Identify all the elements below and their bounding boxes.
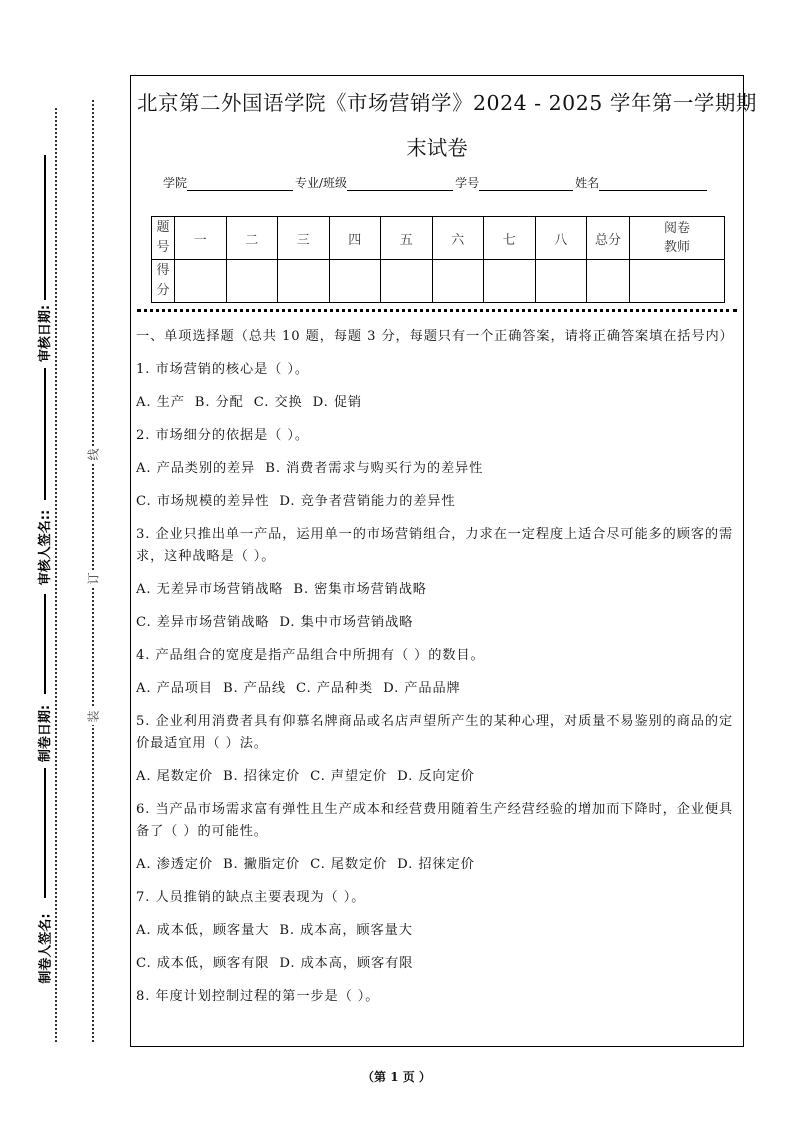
score-table (151, 216, 725, 303)
exam-page-frame (130, 75, 757, 1047)
question-stem: 6. 当产品市场需求富有弹性且生产成本和经营费用随着生产经营经验的增加而下降时，企业便具备了（ ）的可能性。 (136, 802, 734, 839)
option: A. 尾数定价 (136, 769, 213, 784)
score-cell[interactable] (329, 260, 381, 303)
column-header: 四 (329, 217, 381, 260)
option: C. 差异市场营销战略 (136, 615, 270, 630)
score-cell[interactable] (175, 260, 227, 303)
major-class-field[interactable] (347, 178, 453, 191)
question-stem: 7. 人员推销的缺点主要表现为（ ）。 (136, 890, 366, 905)
column-header: 六 (432, 217, 484, 260)
major-class-label: 专业/班级 (295, 176, 348, 190)
signature-line (44, 368, 46, 500)
column-header: 七 (484, 217, 536, 260)
question-options (136, 491, 739, 513)
option: B. 分配 (194, 395, 244, 410)
signature-line (44, 768, 46, 898)
option: D. 成本高，顾客有限 (279, 956, 414, 971)
option: A. 产品类别的差异 (136, 461, 256, 476)
question-options (136, 766, 739, 788)
option: B. 成本高，顾客量大 (279, 923, 413, 938)
grader-header: 阅卷 教师 (630, 217, 725, 260)
exam-title-line1: 北京第二外国语学院《市场营销学》2024 - 2025 学年第一学期期 (137, 91, 757, 115)
dotted-separator (137, 309, 737, 312)
column-header: 八 (535, 217, 587, 260)
total-score-cell[interactable] (587, 260, 630, 303)
option: A. 无差异市场营销战略 (136, 582, 284, 597)
question-stem: 3. 企业只推出单一产品，运用单一的市场营销组合，力求在一定程度上适合尽可能多的顾客的需求，这种战略是（ ）。 (136, 527, 734, 564)
score-cell[interactable] (432, 260, 484, 303)
option: B. 密集市场营销战略 (293, 582, 427, 597)
question-stem: 4. 产品组合的宽度是指产品组合中所拥有（ ）的数目。 (136, 648, 485, 663)
question-options (136, 678, 739, 700)
question-number-label: 题 号 (152, 217, 175, 260)
column-header: 三 (278, 217, 330, 260)
option: B. 消费者需求与购买行为的差异性 (265, 461, 484, 476)
section1-heading: 一、单项选择题（总共 10 题，每题 3 分，每题只有一个正确答案，请将正确答案填在括号内） (136, 329, 734, 344)
option: C. 声望定价 (310, 769, 388, 784)
question-options (136, 854, 739, 876)
question-stem: 2. 市场细分的依据是（ ）。 (136, 428, 309, 443)
student-info-row (163, 174, 709, 191)
score-cell[interactable] (381, 260, 433, 303)
column-header: 二 (226, 217, 278, 260)
option: C. 成本低，顾客有限 (136, 956, 270, 971)
option: A. 生产 (136, 395, 185, 410)
preparer-signature-label: 制卷人签名: (38, 912, 54, 984)
option: D. 产品品牌 (383, 681, 461, 696)
column-header: 总分 (587, 217, 630, 260)
score-table-score-row (152, 260, 725, 303)
option: D. 招徕定价 (397, 857, 475, 872)
question-options (136, 392, 739, 414)
option: B. 产品线 (222, 681, 287, 696)
name-label: 姓名 (575, 176, 600, 190)
question-options (136, 612, 739, 634)
option: D. 反向定价 (397, 769, 475, 784)
exam-title-line2: 末试卷 (406, 136, 468, 160)
prepare-date-label: 制卷日期: (38, 704, 54, 762)
question-stem: 8. 年度计划控制过程的第一步是（ ）。 (136, 989, 380, 1004)
question-stem: 1. 市场营销的核心是（ ）。 (136, 362, 309, 377)
option: A. 渗透定价 (136, 857, 213, 872)
score-table-header-row (152, 217, 725, 260)
page-number: （第 1 页 ） (362, 1070, 431, 1084)
column-header: 五 (381, 217, 433, 260)
option: B. 撇脂定价 (222, 857, 301, 872)
name-field[interactable] (599, 178, 707, 191)
signature-line (44, 155, 46, 300)
bind-char-line: 线 (85, 446, 101, 463)
college-label: 学院 (163, 176, 188, 190)
score-cell[interactable] (484, 260, 536, 303)
reviewer-signature-label: 审核人签名:: (38, 509, 54, 585)
score-cell[interactable] (278, 260, 330, 303)
score-cell[interactable] (226, 260, 278, 303)
review-date-label: 审核日期: (38, 304, 54, 362)
question-options (136, 458, 739, 480)
grader-cell[interactable] (630, 260, 725, 303)
question-options (136, 920, 739, 942)
option: C. 市场规模的差异性 (136, 494, 270, 509)
option: C. 交换 (253, 395, 303, 410)
option: D. 竞争者营销能力的差异性 (279, 494, 456, 509)
option: C. 产品种类 (296, 681, 374, 696)
score-label: 得 分 (152, 260, 175, 303)
question-stem: 5. 企业利用消费者具有仰慕名牌商品或名店声望所产生的某种心理，对质量不易鉴别的商品的定价最适宜用（ ）法。 (136, 714, 734, 751)
student-id-field[interactable] (479, 178, 573, 191)
option: C. 尾数定价 (310, 857, 388, 872)
bind-char-bind: 装 (85, 708, 101, 725)
option: D. 集中市场营销战略 (279, 615, 414, 630)
binding-dotted-line-inner (55, 108, 57, 1042)
exam-content (136, 326, 739, 1019)
option: D. 促销 (312, 395, 363, 410)
option: B. 招徕定价 (222, 769, 301, 784)
score-cell[interactable] (535, 260, 587, 303)
option: A. 成本低，顾客量大 (136, 923, 270, 938)
student-id-label: 学号 (455, 176, 480, 190)
signature-line (44, 594, 46, 694)
bind-char-staple: 订 (85, 570, 101, 587)
question-options (136, 953, 739, 975)
column-header: 一 (175, 217, 227, 260)
option: A. 产品项目 (136, 681, 213, 696)
college-field[interactable] (187, 178, 293, 191)
question-options (136, 579, 739, 601)
